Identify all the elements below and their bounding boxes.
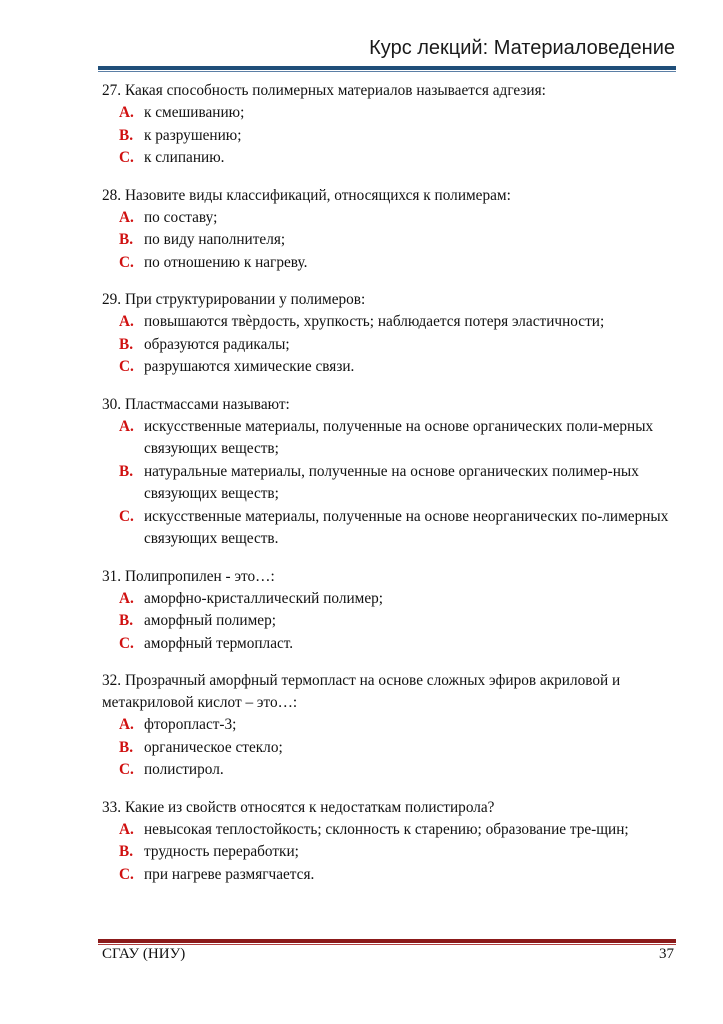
option-text: полистирол. xyxy=(144,761,224,778)
answer-option xyxy=(102,819,674,842)
option-text: искусственные материалы, полученные на основе неорганических по-лимерных связующих веществ. xyxy=(144,507,669,547)
option-letter: B. xyxy=(119,843,134,860)
question-list xyxy=(102,80,674,901)
option-text: невысокая теплостойкость; склонность к старению; образование тре-щин; xyxy=(144,820,629,838)
option-text: органическое стекло; xyxy=(144,738,283,756)
question-text: 33. Какие из свойств относятся к недостаткам полистирола? xyxy=(102,798,495,816)
option-text: по составу; xyxy=(144,208,218,226)
option-text: натуральные материалы, полученные на основе органических полимер-ных связующих веществ; xyxy=(144,462,639,502)
page-title: Курс лекций: Материаловедение xyxy=(369,37,675,59)
answer-option xyxy=(102,506,674,551)
footer-divider xyxy=(98,939,676,943)
question xyxy=(102,185,674,275)
option-letter: C. xyxy=(119,507,134,525)
answer-option xyxy=(102,416,674,461)
option-letter: B. xyxy=(119,231,134,248)
answer-option xyxy=(102,356,674,379)
answer-option xyxy=(102,252,674,275)
option-letter: C. xyxy=(119,761,134,778)
option-text: при нагреве размягчается. xyxy=(144,865,315,883)
answer-option xyxy=(102,147,674,170)
option-letter: A. xyxy=(119,589,134,607)
question xyxy=(102,394,674,551)
option-text: к разрушению; xyxy=(144,126,242,144)
option-text: фторопласт-3; xyxy=(144,716,237,733)
option-text: к слипанию. xyxy=(144,149,225,166)
option-letter: A. xyxy=(119,417,134,435)
answer-option xyxy=(102,311,674,334)
question xyxy=(102,670,674,782)
option-letter: C. xyxy=(119,865,134,883)
option-letter: C. xyxy=(119,253,134,271)
answer-option xyxy=(102,633,674,656)
option-text: аморфный полимер; xyxy=(144,612,276,629)
answer-option xyxy=(102,229,674,252)
option-text: повышаются твѐрдость, хрупкость; наблюдается потеря эластичности; xyxy=(144,313,605,330)
option-letter: C. xyxy=(119,358,134,375)
option-letter: A. xyxy=(119,716,134,733)
question xyxy=(102,797,674,887)
answer-option xyxy=(102,588,674,611)
question xyxy=(102,289,674,379)
option-text: разрушаются химические связи. xyxy=(144,358,355,375)
page-number: 37 xyxy=(659,946,674,962)
option-letter: A. xyxy=(119,820,134,838)
answer-option xyxy=(102,864,674,887)
question-text: 29. При структурировании у полимеров: xyxy=(102,291,366,308)
option-text: аморфно-кристаллический полимер; xyxy=(144,589,384,607)
answer-option xyxy=(102,125,674,148)
option-letter: B. xyxy=(119,462,134,480)
footer-divider-thin xyxy=(98,944,676,945)
answer-option xyxy=(102,461,674,506)
answer-option xyxy=(102,714,674,737)
answer-option xyxy=(102,334,674,357)
answer-option xyxy=(102,841,674,864)
answer-option xyxy=(102,759,674,782)
footer-organization: СГАУ (НИУ) xyxy=(102,946,186,962)
question-text: 27. Какая способность полимерных материалов называется адгезия: xyxy=(102,82,546,99)
header-divider-thin xyxy=(98,71,676,72)
option-text: к смешиванию; xyxy=(144,104,245,121)
question-text: 30. Пластмассами называют: xyxy=(102,395,290,413)
option-letter: A. xyxy=(119,313,134,330)
option-letter: B. xyxy=(119,612,134,629)
option-letter: A. xyxy=(119,208,134,226)
answer-option xyxy=(102,102,674,125)
option-text: образуются радикалы; xyxy=(144,335,290,353)
question xyxy=(102,566,674,656)
option-letter: B. xyxy=(119,738,134,756)
question-text: 31. Полипропилен - это…: xyxy=(102,567,275,585)
option-text: по виду наполнителя; xyxy=(144,231,286,248)
answer-option xyxy=(102,207,674,230)
question-text: 32. Прозрачный аморфный термопласт на основе сложных эфиров акриловой и метакриловой кислот – это…: xyxy=(102,672,621,711)
option-letter: C. xyxy=(119,149,134,166)
header-divider xyxy=(98,66,676,70)
question xyxy=(102,80,674,170)
option-text: искусственные материалы, полученные на основе органических поли-мерных связующих веществ; xyxy=(144,417,654,457)
option-letter: B. xyxy=(119,335,134,353)
option-letter: A. xyxy=(119,104,134,121)
answer-option xyxy=(102,737,674,760)
option-text: по отношению к нагреву. xyxy=(144,253,308,271)
option-text: трудность переработки; xyxy=(144,843,299,860)
question-text: 28. Назовите виды классификаций, относящихся к полимерам: xyxy=(102,186,511,204)
option-letter: C. xyxy=(119,634,134,652)
option-letter: B. xyxy=(119,126,134,144)
option-text: аморфный термопласт. xyxy=(144,634,294,652)
answer-option xyxy=(102,610,674,633)
